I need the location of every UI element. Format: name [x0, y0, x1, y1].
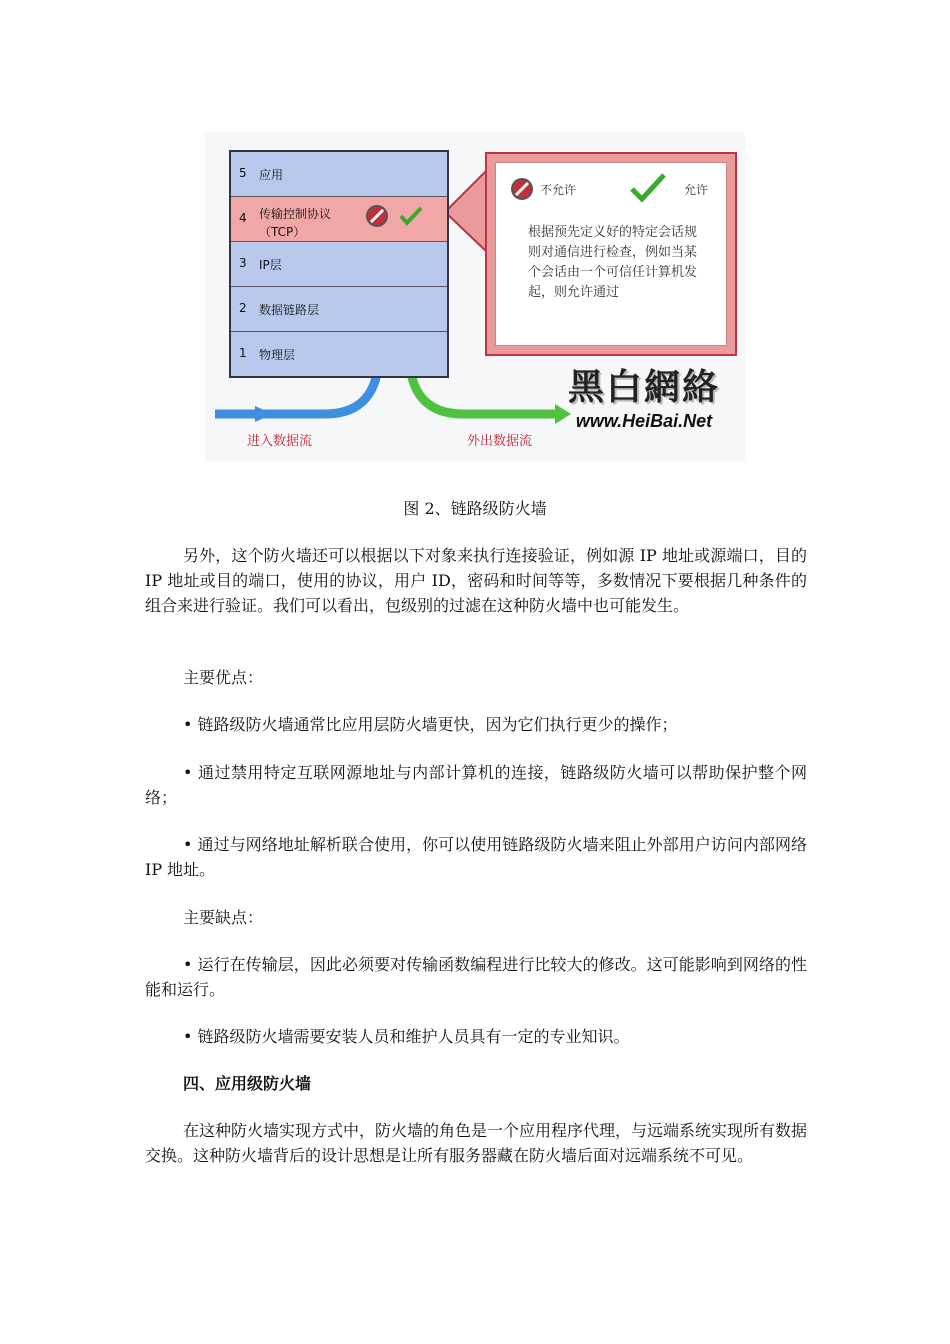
paragraph-connection-validation: 另外，这个防火墙还可以根据以下对象来执行连接验证，例如源 IP 地址或源端口，目的 IP 地址或目的端口，使用的协议，用户 ID，密码和时间等等，多数情况下要根据几种条件的组合来进行验证。我们可以看出，包级别的过滤在这种防火墙中也可能发生。 [145, 546, 807, 615]
callout-pointer [445, 170, 487, 252]
layer-application [231, 152, 447, 197]
layer-name: IP层 [259, 258, 282, 272]
layer-name [259, 205, 331, 241]
heibai-logo [563, 366, 725, 432]
logo-chinese-text: 黑白網絡 [567, 367, 720, 408]
disadvantages-heading: 主要缺点： [183, 908, 264, 927]
incoming-flow-label: 进入数据流 [247, 434, 313, 449]
layer-ip [231, 242, 447, 287]
layer-number: 5 [239, 166, 247, 180]
advantage-item: • 通过禁用特定互联网源地址与内部计算机的连接，链路级防火墙可以帮助保护整个网络； [145, 763, 807, 807]
allow-check-icon [401, 208, 421, 223]
disadvantage-item: • 链路级防火墙需要安装人员和维护人员具有一定的专业知识。 [183, 1027, 630, 1046]
layer-physical [231, 332, 447, 376]
firewall-diagram [205, 132, 745, 462]
legend-deny-label: 不允许 [540, 183, 577, 197]
deny-icon [367, 206, 387, 226]
layer-name-sub: （TCP） [259, 225, 306, 239]
section-heading: 四、应用级防火墙 [183, 1074, 312, 1093]
layer-number: 1 [239, 346, 247, 360]
logo-url: www.HeiBai.Net [575, 411, 713, 431]
advantages-heading: 主要优点： [183, 668, 264, 687]
layer-datalink [231, 287, 447, 332]
allow-check-icon [628, 171, 668, 203]
layer-name: 应用 [259, 168, 284, 182]
layer-number: 2 [239, 301, 247, 315]
deny-icon [510, 177, 534, 201]
layer-number: 4 [239, 211, 247, 225]
disadvantage-item: • 运行在传输层，因此必须要对传输函数编程进行比较大的修改。这可能影响到网络的性能和运行。 [145, 955, 807, 999]
outgoing-flow-label: 外出数据流 [467, 434, 533, 449]
callout-description: 根据预先定义好的特定会话规则对通信进行检查，例如当某个会话由一个可信任计算机发起，则允许通过 [528, 225, 698, 300]
callout-box [485, 152, 737, 356]
layer-name: 数据链路层 [259, 303, 320, 317]
layer-name: 物理层 [259, 348, 296, 362]
callout-inner [495, 162, 727, 346]
paragraph-application-firewall: 在这种防火墙实现方式中，防火墙的角色是一个应用程序代理，与远端系统实现所有数据交换。这种防火墙背后的设计思想是让所有服务器藏在防火墙后面对远端系统不可见。 [145, 1121, 808, 1165]
tcp-layer-icons [365, 204, 435, 234]
osi-layer-stack [229, 150, 449, 378]
advantage-item: • 通过与网络地址解析联合使用，你可以使用链路级防火墙来阻止外部用户访问内部网络 IP 地址。 [145, 835, 807, 879]
legend-allow-label: 允许 [684, 183, 709, 197]
layer-number: 3 [239, 256, 247, 270]
advantage-item: • 链路级防火墙通常比应用层防火墙更快，因为它们执行更少的操作； [183, 715, 678, 734]
incoming-entry-arrowhead [255, 406, 273, 422]
layer-name-main: 传输控制协议 [259, 207, 332, 221]
figure-caption: 图 2、链路级防火墙 [403, 499, 547, 518]
